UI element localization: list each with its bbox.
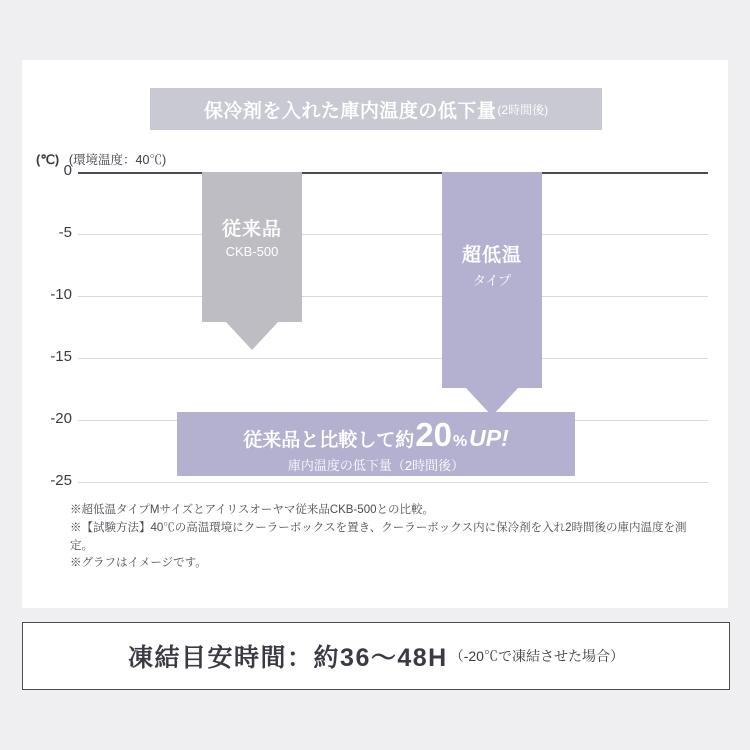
y-tick-label: -15 — [50, 348, 72, 365]
y-tick-label: -5 — [58, 224, 72, 241]
environment-temp-label: (環境温度：40℃) — [68, 153, 167, 167]
callout-number: 20 — [415, 416, 452, 453]
y-tick-label: 0 — [63, 162, 72, 179]
gridline — [78, 358, 708, 359]
footnote-item: ※【試験方法】40℃の高温環境にクーラーボックスを置き、クーラーボックス内に保冷剤を入れ2時間後の庫内温度を測定。 — [70, 521, 687, 552]
freeze-time-sub: （-20℃で凍結させた場合） — [449, 648, 624, 664]
gridline — [78, 296, 708, 297]
chart-title-main: 保冷剤を入れた庫内温度の低下量 — [203, 100, 497, 122]
chart-title-bar — [150, 88, 602, 130]
improvement-callout-line2: 庫内温度の低下量（2時間後） — [287, 458, 465, 473]
footnote-item: ※超低温タイプMサイズとアイリスオーヤマ従来品CKB-500との比較。 — [70, 504, 434, 516]
chart-card — [22, 60, 728, 608]
gridline — [78, 482, 708, 483]
footnotes — [70, 502, 690, 573]
bar-old-product-label — [202, 214, 302, 259]
gridline — [78, 234, 708, 235]
callout-up: UP! — [469, 425, 509, 451]
chart-title-sub: (2時間後) — [497, 102, 549, 117]
bar-new-product-label — [442, 240, 542, 289]
bar-new-product-label-line1: 超低温 — [461, 245, 522, 266]
callout-percent: % — [452, 433, 468, 450]
y-tick-label: -25 — [50, 472, 72, 489]
freeze-time-box — [22, 622, 730, 690]
gridline-row — [42, 162, 708, 179]
gridline-row — [42, 348, 708, 365]
callout-prefix: 従来品と比較して約 — [243, 430, 415, 451]
bar-old-product-label-line2: CKB-500 — [225, 244, 279, 259]
improvement-callout-line1 — [177, 418, 575, 452]
improvement-callout — [177, 412, 575, 476]
bar-new-product-label-line2: タイプ — [472, 273, 512, 288]
y-tick-label: -10 — [50, 286, 72, 303]
axis-unit-label: (℃) — [36, 152, 60, 167]
bar-old-product-label-line1: 従来品 — [221, 219, 282, 240]
footnote-item: ※グラフはイメージです。 — [70, 557, 207, 570]
freeze-time-main: 凍結目安時間：約36〜48H — [128, 644, 448, 672]
gridline-row — [42, 472, 708, 489]
gridline-row — [42, 286, 708, 303]
y-tick-label: -20 — [50, 410, 72, 427]
bar-old-product-arrow-icon — [226, 322, 278, 350]
axis-zero-line — [78, 172, 708, 174]
